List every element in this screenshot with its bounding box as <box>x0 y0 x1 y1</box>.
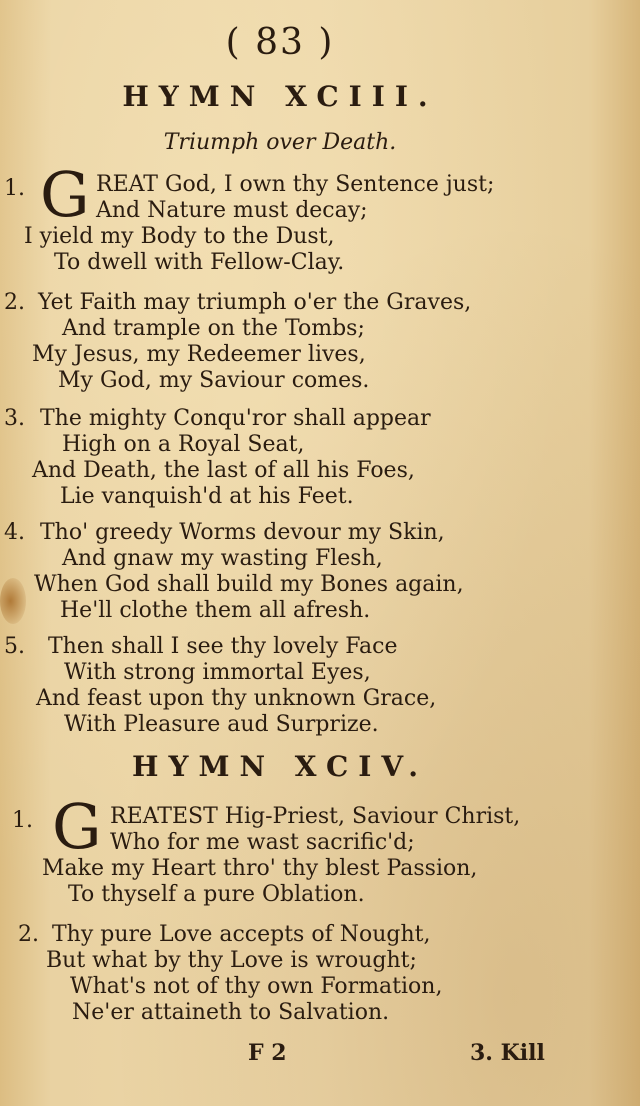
verse-number: 1. <box>4 176 25 201</box>
verse-line: REAT God, I own thy Sentence just; <box>96 172 495 197</box>
verse-line: Thy pure Love accepts of Nought, <box>52 922 431 947</box>
verse-line: And Death, the last of all his Foes, <box>32 458 415 483</box>
verse-line: Yet Faith may triumph o'er the Graves, <box>38 290 472 315</box>
verse-number: 1. <box>12 808 33 833</box>
verse-line: My God, my Saviour comes. <box>58 368 370 393</box>
verse-number: 5. <box>4 634 25 659</box>
verse-number: 3. <box>4 406 25 431</box>
verse-line: He'll clothe them all afresh. <box>60 598 371 623</box>
verse-number: 2. <box>4 290 25 315</box>
drop-cap: G <box>40 158 90 231</box>
verse-number: 2. <box>18 922 39 947</box>
page-number: ( 83 ) <box>225 22 335 63</box>
hymn-title: HYMN XCIV. <box>132 750 428 783</box>
verse-line: Lie vanquish'd at his Feet. <box>60 484 354 509</box>
verse-line: Make my Heart thro' thy blest Passion, <box>42 856 478 881</box>
verse-line: And feast upon thy unknown Grace, <box>36 686 437 711</box>
verse-line: REATEST Hig-Priest, Saviour Christ, <box>110 804 521 829</box>
verse-line: To thyself a pure Oblation. <box>68 882 365 907</box>
verse-line: With Pleasure aud Surprize. <box>64 712 379 737</box>
verse-line: And Nature must decay; <box>96 198 368 223</box>
catchword: 3. Kill <box>470 1040 545 1066</box>
verse-line: But what by thy Love is wrought; <box>46 948 417 973</box>
verse-line: The mighty Conqu'ror shall appear <box>40 406 431 431</box>
verse-line: My Jesus, my Redeemer lives, <box>32 342 366 367</box>
verse-number: 4. <box>4 520 25 545</box>
verse-line: Tho' greedy Worms devour my Skin, <box>40 520 445 545</box>
verse-line: I yield my Body to the Dust, <box>24 224 335 249</box>
verse-line: And trample on the Tombs; <box>62 316 365 341</box>
hymn-title: HYMN XCIII. <box>122 80 438 113</box>
signature-mark: F 2 <box>248 1040 287 1066</box>
paper-stain <box>0 578 26 624</box>
verse-line: With strong immortal Eyes, <box>64 660 371 685</box>
verse-line: Who for me wast sacrific'd; <box>110 830 415 855</box>
verse-line: Ne'er attaineth to Salvation. <box>72 1000 390 1025</box>
verse-line: What's not of thy own Formation, <box>70 974 443 999</box>
verse-line: To dwell with Fellow-Clay. <box>54 250 345 275</box>
hymn-subtitle: Triumph over Death. <box>163 130 397 155</box>
verse-line: Then shall I see thy lovely Face <box>48 634 398 659</box>
verse-line: High on a Royal Seat, <box>62 432 305 457</box>
verse-line: When God shall build my Bones again, <box>34 572 464 597</box>
drop-cap: G <box>52 790 102 863</box>
verse-line: And gnaw my wasting Flesh, <box>62 546 383 571</box>
